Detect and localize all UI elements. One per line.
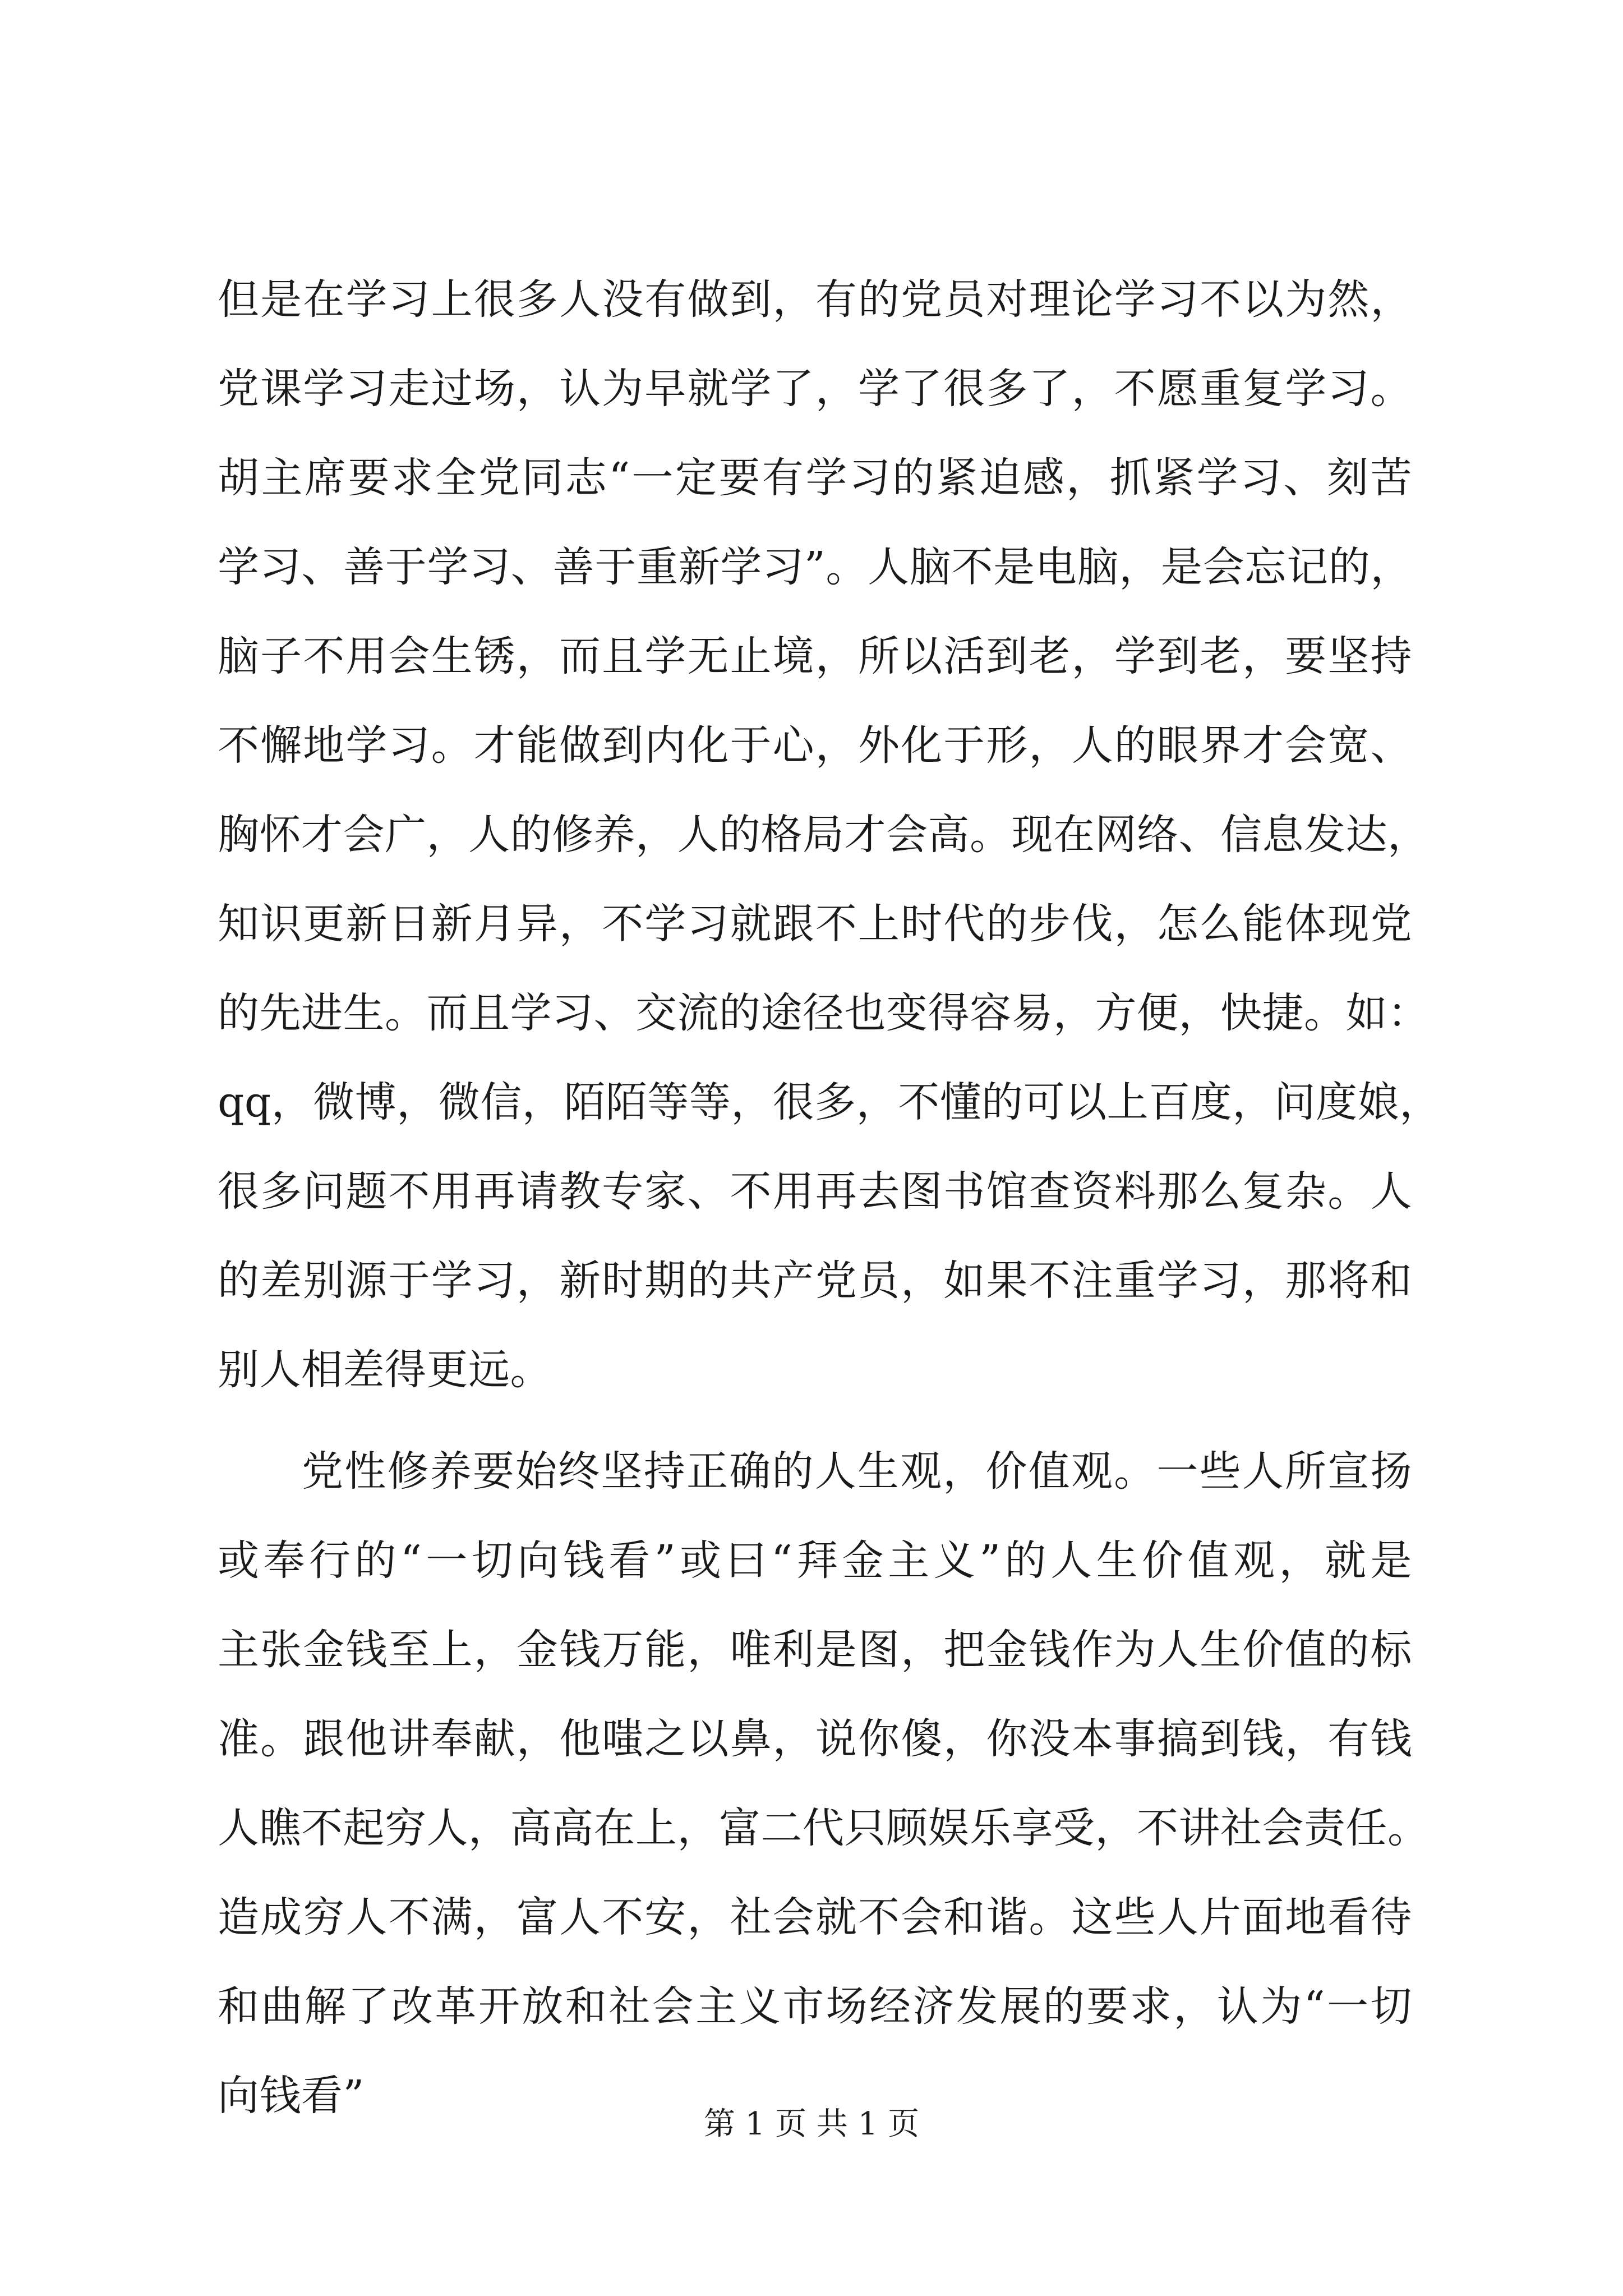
text-line: 人瞧不起穷人，高高在上，富二代只顾娱乐享受，不讲社会责任。 <box>218 1804 1430 1852</box>
text-line: 造成穷人不满，富人不安，社会就不会和谐。这些人片面地看待 <box>218 1893 1412 1941</box>
text-line: 脑子不用会生锈，而且学无止境，所以活到老，学到老，要坚持 <box>218 632 1412 680</box>
paragraph-1 <box>218 255 1441 1415</box>
text-line: 胡主席要求全党同志“一定要有学习的紧迫感，抓紧学习、刻苦 <box>218 454 1412 502</box>
text-line: 很多问题不用再请教专家、不用再去图书馆查资料那么复杂。人 <box>218 1167 1412 1216</box>
text-line: 的先进生。而且学习、交流的途径也变得容易，方便，快捷。如： <box>218 989 1430 1037</box>
text-line: 胸怀才会广，人的修养，人的格局才会高。现在网络、信息发达， <box>218 811 1430 859</box>
text-line: 向钱看” <box>218 2072 365 2120</box>
text-line: 和曲解了改革开放和社会主义市场经济发展的要求，认为“一切 <box>218 1982 1412 2031</box>
text-line: 不懈地学习。才能做到内化于心，外化于形，人的眼界才会宽、 <box>218 721 1412 770</box>
text-line: 党性修养要始终坚持正确的人生观，价值观。一些人所宣扬 <box>302 1447 1412 1496</box>
page-footer: 第 1 页 共 1 页 <box>703 2106 920 2142</box>
text-line: 主张金钱至上，金钱万能，唯利是图，把金钱作为人生价值的标 <box>218 1626 1412 1674</box>
body-text <box>218 255 1441 2141</box>
text-line: 但是在学习上很多人没有做到，有的党员对理论学习不以为然， <box>218 275 1412 324</box>
text-line: 党课学习走过场，认为早就学了，学了很多了，不愿重复学习。 <box>218 365 1412 413</box>
text-line: 知识更新日新月异，不学习就跟不上时代的步伐，怎么能体现党 <box>218 900 1412 948</box>
text-line: 的差别源于学习，新时期的共产党员，如果不注重学习，那将和 <box>218 1257 1412 1305</box>
text-line: 别人相差得更远。 <box>218 1346 552 1394</box>
text-line: 准。跟他讲奉献，他嗤之以鼻，说你傻，你没本事搞到钱，有钱 <box>218 1715 1412 1763</box>
text-line: 或奉行的“一切向钱看”或曰“拜金主义”的人生价值观，就是 <box>218 1536 1412 1585</box>
text-line: qq，微博，微信，陌陌等等，很多，不懂的可以上百度，问度娘， <box>218 1078 1441 1126</box>
paragraph-2 <box>218 1427 1430 2141</box>
text-line: 学习、善于学习、善于重新学习”。人脑不是电脑，是会忘记的， <box>218 543 1412 591</box>
